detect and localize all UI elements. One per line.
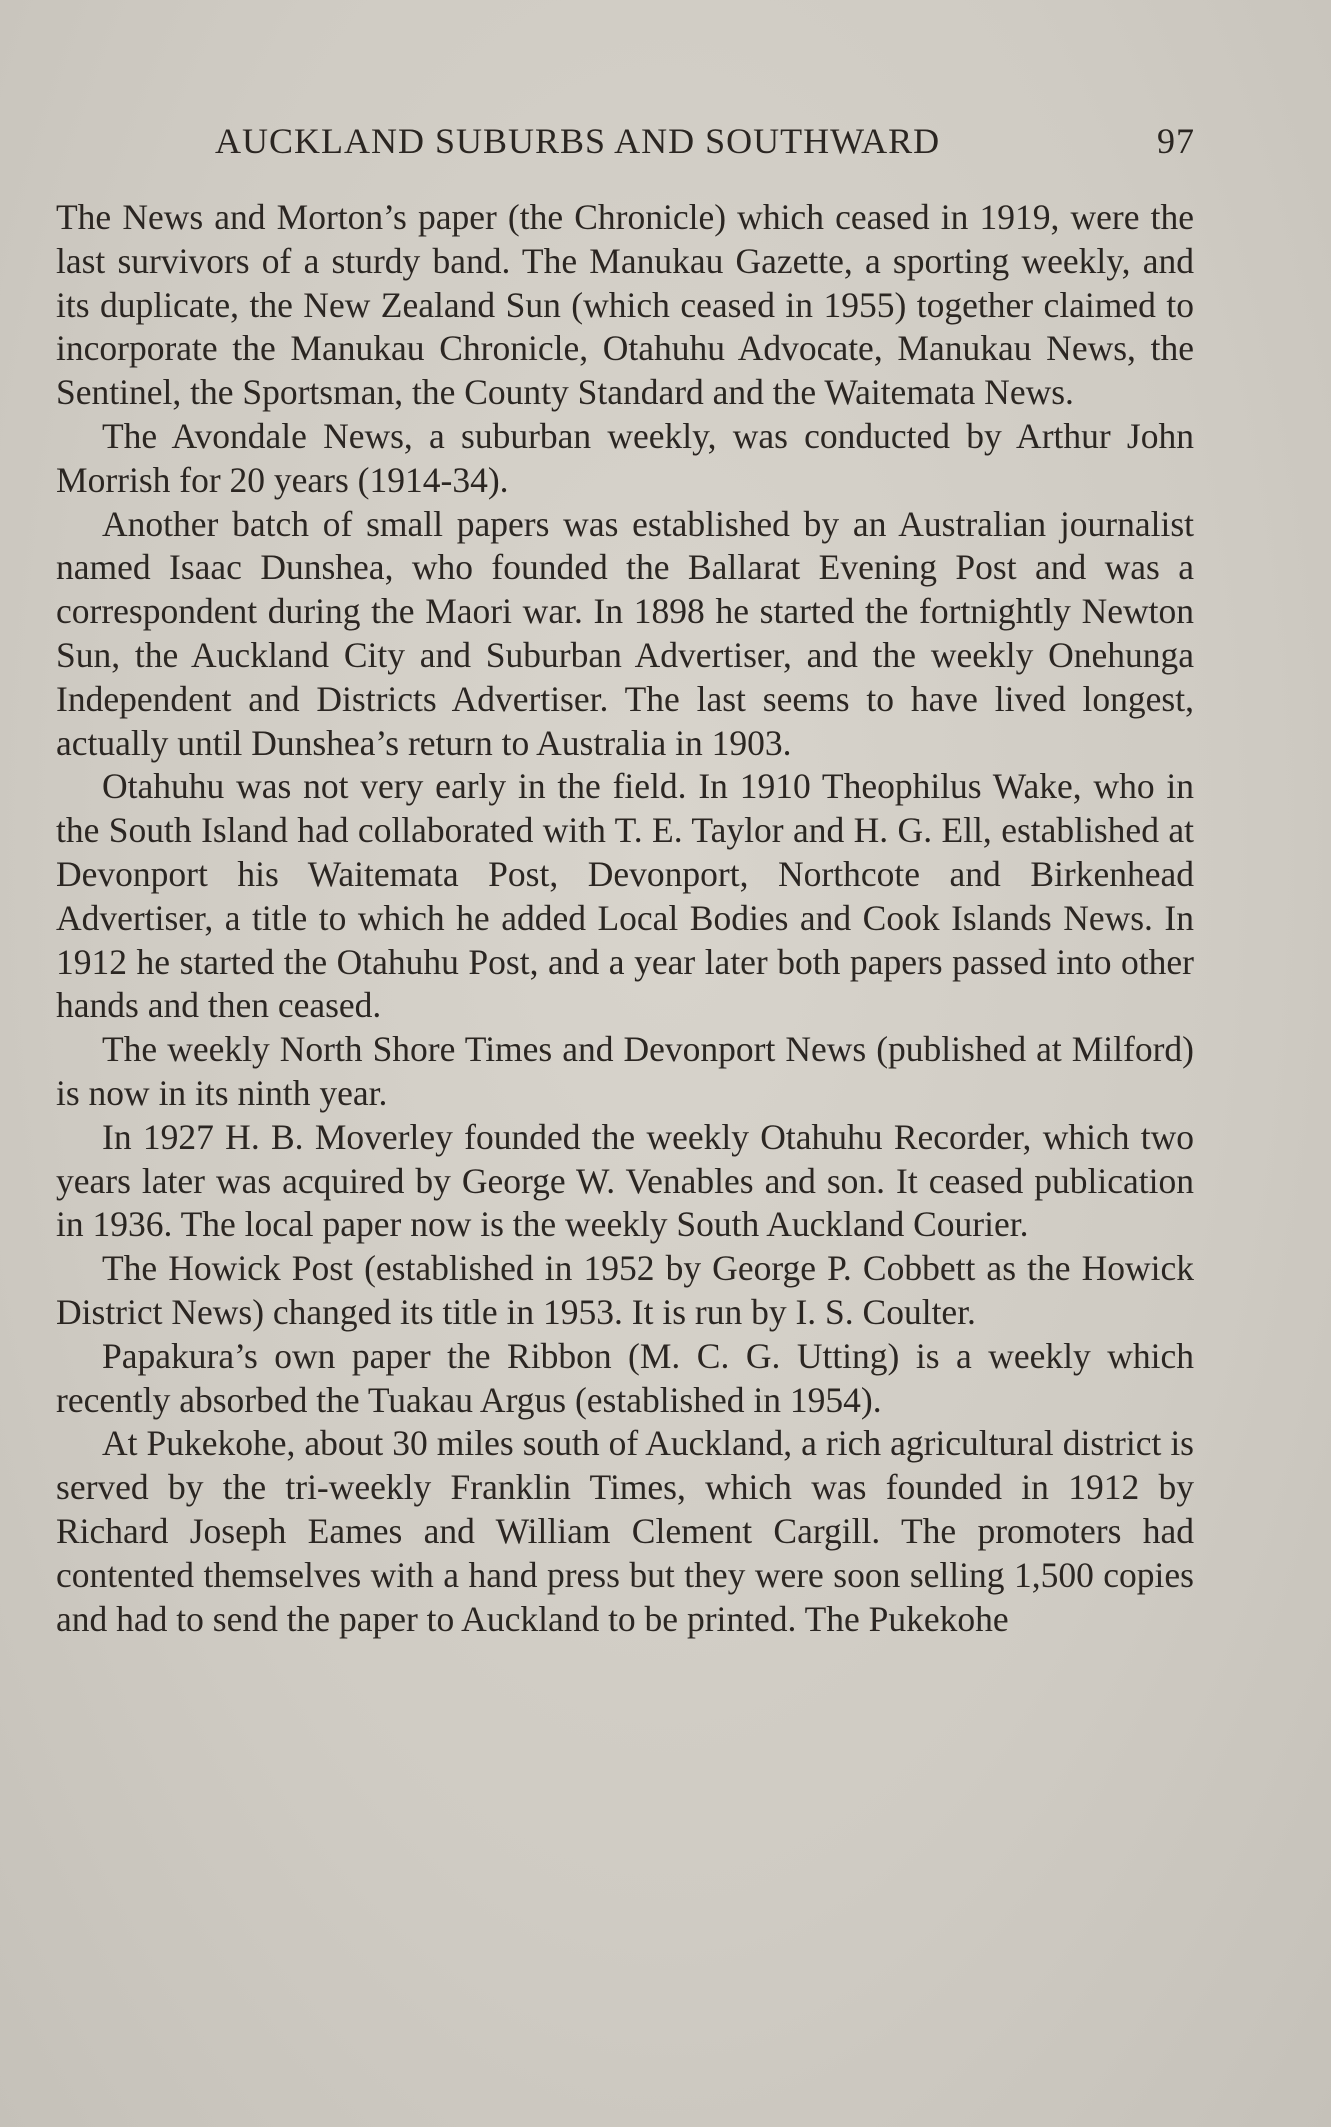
paragraph-otahuhu-recorder: In 1927 H. B. Moverley founded the weekly Otahuhu Recorder, which two years later was acquired by George W. Venables and son. It ceased publication in 1936. The local paper now is the weekly South Auckland Courier.: [56, 1116, 1194, 1245]
paragraph-newspapers-band: The News and Morton’s paper (the Chronicle) which ceased in 1919, were the last survivors of a sturdy band. The Manukau Gazette, a sporting weekly, and its duplicate, the New Zealand Sun (which ceased in 1955) together claimed to incorporate the Manukau Chronicle, Otahuhu Advocate, Manukau News, the Sentinel, the Sportsman, the County Standard and the Waitemata News.: [56, 197, 1194, 413]
paragraph-howick-post: The Howick Post (established in 1952 by George P. Cobbett as the Howick District News) changed its title in 1953. It is run by I. S. Coulter.: [56, 1248, 1194, 1332]
paragraph-papakura-ribbon: Papakura’s own paper the Ribbon (M. C. G. Utting) is a weekly which recently absorbed the Tuakau Argus (established in 1954).: [56, 1335, 1194, 1420]
paragraph-otahuhu-wake: Otahuhu was not very early in the field. In 1910 Theophilus Wake, who in the South Island had collaborated with T. E. Taylor and H. G. Ell, established at Devonport his Waitemata Post, Devonport, Northcote and Birkenhead Advertiser, a title to which he added Local Bodies and Cook Islands News. In 1912 he started the Otahuhu Post, and a year later both papers passed into other hands and then ceased.: [56, 766, 1194, 1026]
running-head: [215, 120, 1195, 170]
page-number: 97: [1157, 121, 1195, 161]
body-text: [56, 196, 1194, 1641]
paragraph-pukekohe: At Pukekohe, about 30 miles south of Auckland, a rich agricultural district is served by the tri-weekly Franklin Times, which was founded in 1912 by Richard Joseph Eames and William Clement Cargill. The promoters had contented themselves with a hand press but they were soon selling 1,500 copies and had to send the paper to Auckland to be printed. The Pukekohe: [56, 1423, 1194, 1639]
paragraph-north-shore-times: The weekly North Shore Times and Devonport News (published at Milford) is now in its ninth year.: [56, 1029, 1194, 1113]
paragraph-dunshea: Another batch of small papers was established by an Australian journalist named Isaac Dunshea, who founded the Ballarat Evening Post and was a correspondent during the Maori war. In 1898 he started the fortnightly Newton Sun, the Auckland City and Suburban Advertiser, and the weekly Onehunga Independent and Districts Advertiser. The last seems to have lived longest, actually until Dunshea’s return to Australia in 1903.: [56, 503, 1194, 763]
paragraph-avondale-news: The Avondale News, a suburban weekly, was conducted by Arthur John Morrish for 20 years (1914-34).: [56, 415, 1194, 500]
running-title: AUCKLAND SUBURBS AND SOUTHWARD: [215, 121, 941, 161]
